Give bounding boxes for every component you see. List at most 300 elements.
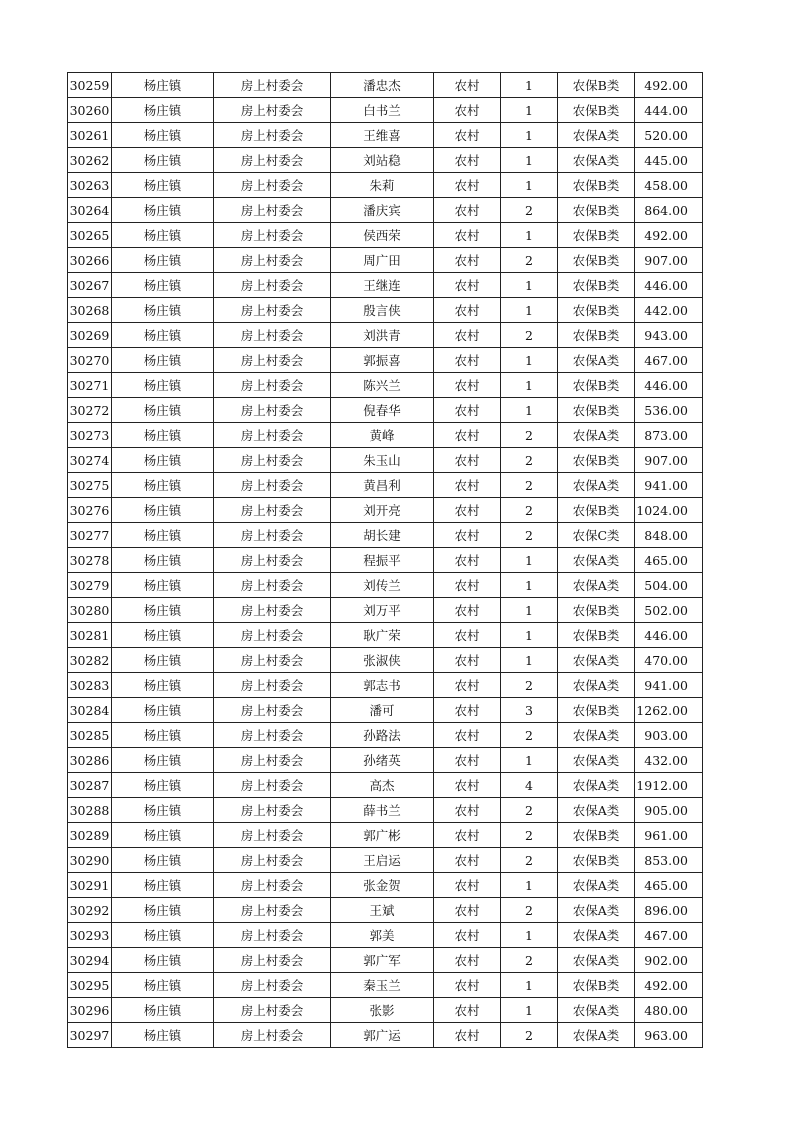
area-type-cell: 农村 [434, 923, 501, 948]
village-committee-cell: 房上村委会 [214, 623, 331, 648]
record-id-cell: 30280 [68, 598, 112, 623]
household-count-cell: 3 [501, 698, 558, 723]
insurance-category-cell: 农保B类 [558, 248, 635, 273]
beneficiary-table [67, 72, 703, 1048]
town-cell: 杨庄镇 [112, 198, 214, 223]
household-count-cell: 1 [501, 273, 558, 298]
table-row [68, 798, 703, 823]
insurance-category-cell: 农保C类 [558, 523, 635, 548]
area-type-cell: 农村 [434, 698, 501, 723]
person-name-cell: 王斌 [331, 898, 434, 923]
town-cell: 杨庄镇 [112, 873, 214, 898]
town-cell: 杨庄镇 [112, 473, 214, 498]
area-type-cell: 农村 [434, 323, 501, 348]
insurance-category-cell: 农保A类 [558, 1023, 635, 1048]
town-cell: 杨庄镇 [112, 573, 214, 598]
household-count-cell: 1 [501, 548, 558, 573]
table-row [68, 748, 703, 773]
person-name-cell: 郭广运 [331, 1023, 434, 1048]
area-type-cell: 农村 [434, 623, 501, 648]
insurance-category-cell: 农保B类 [558, 498, 635, 523]
household-count-cell: 1 [501, 573, 558, 598]
insurance-category-cell: 农保B类 [558, 598, 635, 623]
village-committee-cell: 房上村委会 [214, 123, 331, 148]
insurance-category-cell: 农保A类 [558, 948, 635, 973]
amount-cell: 432.00 [635, 748, 703, 773]
area-type-cell: 农村 [434, 448, 501, 473]
town-cell: 杨庄镇 [112, 848, 214, 873]
village-committee-cell: 房上村委会 [214, 723, 331, 748]
amount-cell: 1262.00 [635, 698, 703, 723]
record-id-cell: 30262 [68, 148, 112, 173]
record-id-cell: 30291 [68, 873, 112, 898]
household-count-cell: 2 [501, 823, 558, 848]
record-id-cell: 30295 [68, 973, 112, 998]
amount-cell: 905.00 [635, 798, 703, 823]
amount-cell: 864.00 [635, 198, 703, 223]
person-name-cell: 王继连 [331, 273, 434, 298]
table-row [68, 948, 703, 973]
insurance-category-cell: 农保B类 [558, 273, 635, 298]
town-cell: 杨庄镇 [112, 923, 214, 948]
person-name-cell: 黄昌利 [331, 473, 434, 498]
record-id-cell: 30284 [68, 698, 112, 723]
table-row [68, 623, 703, 648]
household-count-cell: 1 [501, 923, 558, 948]
amount-cell: 903.00 [635, 723, 703, 748]
area-type-cell: 农村 [434, 823, 501, 848]
amount-cell: 492.00 [635, 223, 703, 248]
person-name-cell: 刘站稳 [331, 148, 434, 173]
record-id-cell: 30261 [68, 123, 112, 148]
record-id-cell: 30268 [68, 298, 112, 323]
village-committee-cell: 房上村委会 [214, 398, 331, 423]
amount-cell: 520.00 [635, 123, 703, 148]
table-row [68, 173, 703, 198]
table-row [68, 473, 703, 498]
area-type-cell: 农村 [434, 498, 501, 523]
table-row [68, 998, 703, 1023]
town-cell: 杨庄镇 [112, 423, 214, 448]
household-count-cell: 2 [501, 523, 558, 548]
insurance-category-cell: 农保A类 [558, 473, 635, 498]
area-type-cell: 农村 [434, 748, 501, 773]
household-count-cell: 2 [501, 198, 558, 223]
amount-cell: 941.00 [635, 473, 703, 498]
village-committee-cell: 房上村委会 [214, 648, 331, 673]
person-name-cell: 秦玉兰 [331, 973, 434, 998]
person-name-cell: 潘忠杰 [331, 73, 434, 98]
insurance-category-cell: 农保B类 [558, 448, 635, 473]
village-committee-cell: 房上村委会 [214, 173, 331, 198]
village-committee-cell: 房上村委会 [214, 548, 331, 573]
amount-cell: 465.00 [635, 873, 703, 898]
amount-cell: 873.00 [635, 423, 703, 448]
insurance-category-cell: 农保B类 [558, 823, 635, 848]
household-count-cell: 1 [501, 73, 558, 98]
household-count-cell: 2 [501, 723, 558, 748]
person-name-cell: 朱莉 [331, 173, 434, 198]
insurance-category-cell: 农保B类 [558, 198, 635, 223]
insurance-category-cell: 农保A类 [558, 423, 635, 448]
town-cell: 杨庄镇 [112, 223, 214, 248]
area-type-cell: 农村 [434, 298, 501, 323]
amount-cell: 492.00 [635, 73, 703, 98]
person-name-cell: 郭美 [331, 923, 434, 948]
town-cell: 杨庄镇 [112, 323, 214, 348]
town-cell: 杨庄镇 [112, 548, 214, 573]
household-count-cell: 1 [501, 623, 558, 648]
insurance-category-cell: 农保A类 [558, 798, 635, 823]
village-committee-cell: 房上村委会 [214, 748, 331, 773]
table-row [68, 123, 703, 148]
person-name-cell: 刘传兰 [331, 573, 434, 598]
person-name-cell: 刘万平 [331, 598, 434, 623]
record-id-cell: 30276 [68, 498, 112, 523]
insurance-category-cell: 农保A类 [558, 923, 635, 948]
person-name-cell: 张影 [331, 998, 434, 1023]
insurance-category-cell: 农保A类 [558, 898, 635, 923]
town-cell: 杨庄镇 [112, 373, 214, 398]
insurance-category-cell: 农保B类 [558, 73, 635, 98]
table-row [68, 348, 703, 373]
person-name-cell: 周广田 [331, 248, 434, 273]
table-row [68, 273, 703, 298]
table-row [68, 648, 703, 673]
person-name-cell: 白书兰 [331, 98, 434, 123]
area-type-cell: 农村 [434, 848, 501, 873]
household-count-cell: 1 [501, 873, 558, 898]
town-cell: 杨庄镇 [112, 73, 214, 98]
record-id-cell: 30292 [68, 898, 112, 923]
table-row [68, 248, 703, 273]
table-row [68, 773, 703, 798]
village-committee-cell: 房上村委会 [214, 298, 331, 323]
record-id-cell: 30275 [68, 473, 112, 498]
record-id-cell: 30277 [68, 523, 112, 548]
amount-cell: 961.00 [635, 823, 703, 848]
record-id-cell: 30270 [68, 348, 112, 373]
record-id-cell: 30289 [68, 823, 112, 848]
town-cell: 杨庄镇 [112, 448, 214, 473]
town-cell: 杨庄镇 [112, 298, 214, 323]
household-count-cell: 1 [501, 298, 558, 323]
amount-cell: 848.00 [635, 523, 703, 548]
area-type-cell: 农村 [434, 348, 501, 373]
record-id-cell: 30283 [68, 673, 112, 698]
amount-cell: 446.00 [635, 373, 703, 398]
insurance-category-cell: 农保B类 [558, 173, 635, 198]
table-row [68, 598, 703, 623]
person-name-cell: 刘洪青 [331, 323, 434, 348]
insurance-category-cell: 农保A类 [558, 673, 635, 698]
person-name-cell: 王维喜 [331, 123, 434, 148]
record-id-cell: 30287 [68, 773, 112, 798]
amount-cell: 470.00 [635, 648, 703, 673]
household-count-cell: 1 [501, 598, 558, 623]
amount-cell: 492.00 [635, 973, 703, 998]
town-cell: 杨庄镇 [112, 723, 214, 748]
area-type-cell: 农村 [434, 473, 501, 498]
town-cell: 杨庄镇 [112, 823, 214, 848]
village-committee-cell: 房上村委会 [214, 948, 331, 973]
insurance-category-cell: 农保A类 [558, 348, 635, 373]
village-committee-cell: 房上村委会 [214, 898, 331, 923]
person-name-cell: 郭志书 [331, 673, 434, 698]
insurance-category-cell: 农保B类 [558, 698, 635, 723]
area-type-cell: 农村 [434, 673, 501, 698]
area-type-cell: 农村 [434, 573, 501, 598]
record-id-cell: 30259 [68, 73, 112, 98]
household-count-cell: 4 [501, 773, 558, 798]
person-name-cell: 朱玉山 [331, 448, 434, 473]
record-id-cell: 30274 [68, 448, 112, 473]
household-count-cell: 1 [501, 998, 558, 1023]
village-committee-cell: 房上村委会 [214, 448, 331, 473]
amount-cell: 536.00 [635, 398, 703, 423]
town-cell: 杨庄镇 [112, 398, 214, 423]
table-row [68, 148, 703, 173]
record-id-cell: 30264 [68, 198, 112, 223]
area-type-cell: 农村 [434, 198, 501, 223]
person-name-cell: 郭振喜 [331, 348, 434, 373]
table-row [68, 73, 703, 98]
town-cell: 杨庄镇 [112, 148, 214, 173]
town-cell: 杨庄镇 [112, 773, 214, 798]
record-id-cell: 30296 [68, 998, 112, 1023]
insurance-category-cell: 农保B类 [558, 298, 635, 323]
village-committee-cell: 房上村委会 [214, 423, 331, 448]
village-committee-cell: 房上村委会 [214, 973, 331, 998]
amount-cell: 444.00 [635, 98, 703, 123]
town-cell: 杨庄镇 [112, 348, 214, 373]
person-name-cell: 孙绪英 [331, 748, 434, 773]
town-cell: 杨庄镇 [112, 798, 214, 823]
town-cell: 杨庄镇 [112, 523, 214, 548]
amount-cell: 446.00 [635, 273, 703, 298]
amount-cell: 465.00 [635, 548, 703, 573]
town-cell: 杨庄镇 [112, 948, 214, 973]
insurance-category-cell: 农保A类 [558, 573, 635, 598]
record-id-cell: 30269 [68, 323, 112, 348]
village-committee-cell: 房上村委会 [214, 523, 331, 548]
amount-cell: 504.00 [635, 573, 703, 598]
village-committee-cell: 房上村委会 [214, 373, 331, 398]
village-committee-cell: 房上村委会 [214, 823, 331, 848]
person-name-cell: 刘开亮 [331, 498, 434, 523]
person-name-cell: 陈兴兰 [331, 373, 434, 398]
area-type-cell: 农村 [434, 148, 501, 173]
table-row [68, 423, 703, 448]
area-type-cell: 农村 [434, 798, 501, 823]
town-cell: 杨庄镇 [112, 898, 214, 923]
person-name-cell: 薛书兰 [331, 798, 434, 823]
town-cell: 杨庄镇 [112, 123, 214, 148]
village-committee-cell: 房上村委会 [214, 673, 331, 698]
village-committee-cell: 房上村委会 [214, 248, 331, 273]
household-count-cell: 1 [501, 173, 558, 198]
town-cell: 杨庄镇 [112, 973, 214, 998]
table-row [68, 898, 703, 923]
town-cell: 杨庄镇 [112, 623, 214, 648]
village-committee-cell: 房上村委会 [214, 73, 331, 98]
area-type-cell: 农村 [434, 423, 501, 448]
household-count-cell: 2 [501, 1023, 558, 1048]
household-count-cell: 2 [501, 323, 558, 348]
table-row [68, 323, 703, 348]
amount-cell: 907.00 [635, 448, 703, 473]
person-name-cell: 胡长建 [331, 523, 434, 548]
area-type-cell: 农村 [434, 373, 501, 398]
household-count-cell: 1 [501, 973, 558, 998]
amount-cell: 442.00 [635, 298, 703, 323]
household-count-cell: 1 [501, 398, 558, 423]
record-id-cell: 30267 [68, 273, 112, 298]
village-committee-cell: 房上村委会 [214, 573, 331, 598]
table-row [68, 198, 703, 223]
record-id-cell: 30265 [68, 223, 112, 248]
area-type-cell: 农村 [434, 948, 501, 973]
village-committee-cell: 房上村委会 [214, 98, 331, 123]
insurance-category-cell: 农保B类 [558, 398, 635, 423]
village-committee-cell: 房上村委会 [214, 773, 331, 798]
household-count-cell: 1 [501, 148, 558, 173]
person-name-cell: 郭广军 [331, 948, 434, 973]
household-count-cell: 2 [501, 673, 558, 698]
insurance-category-cell: 农保B类 [558, 848, 635, 873]
area-type-cell: 农村 [434, 73, 501, 98]
person-name-cell: 高杰 [331, 773, 434, 798]
table-row [68, 373, 703, 398]
record-id-cell: 30278 [68, 548, 112, 573]
area-type-cell: 农村 [434, 998, 501, 1023]
household-count-cell: 1 [501, 373, 558, 398]
table-row [68, 723, 703, 748]
person-name-cell: 潘庆宾 [331, 198, 434, 223]
table-row [68, 298, 703, 323]
insurance-category-cell: 农保B类 [558, 373, 635, 398]
household-count-cell: 2 [501, 848, 558, 873]
table-row [68, 573, 703, 598]
village-committee-cell: 房上村委会 [214, 148, 331, 173]
village-committee-cell: 房上村委会 [214, 498, 331, 523]
household-count-cell: 1 [501, 348, 558, 373]
area-type-cell: 农村 [434, 523, 501, 548]
record-id-cell: 30266 [68, 248, 112, 273]
amount-cell: 458.00 [635, 173, 703, 198]
town-cell: 杨庄镇 [112, 673, 214, 698]
household-count-cell: 2 [501, 498, 558, 523]
table-row [68, 973, 703, 998]
village-committee-cell: 房上村委会 [214, 798, 331, 823]
record-id-cell: 30271 [68, 373, 112, 398]
town-cell: 杨庄镇 [112, 748, 214, 773]
village-committee-cell: 房上村委会 [214, 848, 331, 873]
insurance-category-cell: 农保A类 [558, 748, 635, 773]
person-name-cell: 程振平 [331, 548, 434, 573]
table-row [68, 223, 703, 248]
amount-cell: 502.00 [635, 598, 703, 623]
town-cell: 杨庄镇 [112, 998, 214, 1023]
table-row [68, 448, 703, 473]
area-type-cell: 农村 [434, 123, 501, 148]
amount-cell: 941.00 [635, 673, 703, 698]
insurance-category-cell: 农保B类 [558, 98, 635, 123]
area-type-cell: 农村 [434, 648, 501, 673]
village-committee-cell: 房上村委会 [214, 223, 331, 248]
town-cell: 杨庄镇 [112, 498, 214, 523]
town-cell: 杨庄镇 [112, 273, 214, 298]
table-row [68, 498, 703, 523]
person-name-cell: 张淑侠 [331, 648, 434, 673]
insurance-category-cell: 农保A类 [558, 548, 635, 573]
household-count-cell: 1 [501, 123, 558, 148]
area-type-cell: 农村 [434, 273, 501, 298]
town-cell: 杨庄镇 [112, 173, 214, 198]
person-name-cell: 黄峰 [331, 423, 434, 448]
amount-cell: 480.00 [635, 998, 703, 1023]
insurance-category-cell: 农保A类 [558, 773, 635, 798]
table-row [68, 548, 703, 573]
table-row [68, 873, 703, 898]
table-row [68, 98, 703, 123]
village-committee-cell: 房上村委会 [214, 873, 331, 898]
village-committee-cell: 房上村委会 [214, 273, 331, 298]
record-id-cell: 30294 [68, 948, 112, 973]
household-count-cell: 1 [501, 223, 558, 248]
insurance-category-cell: 农保A类 [558, 648, 635, 673]
table-row [68, 923, 703, 948]
amount-cell: 467.00 [635, 348, 703, 373]
record-id-cell: 30263 [68, 173, 112, 198]
table-row [68, 698, 703, 723]
area-type-cell: 农村 [434, 873, 501, 898]
area-type-cell: 农村 [434, 548, 501, 573]
amount-cell: 907.00 [635, 248, 703, 273]
amount-cell: 1024.00 [635, 498, 703, 523]
insurance-category-cell: 农保B类 [558, 323, 635, 348]
area-type-cell: 农村 [434, 98, 501, 123]
household-count-cell: 1 [501, 648, 558, 673]
town-cell: 杨庄镇 [112, 98, 214, 123]
village-committee-cell: 房上村委会 [214, 1023, 331, 1048]
person-name-cell: 孙路法 [331, 723, 434, 748]
record-id-cell: 30282 [68, 648, 112, 673]
household-count-cell: 1 [501, 98, 558, 123]
village-committee-cell: 房上村委会 [214, 923, 331, 948]
household-count-cell: 2 [501, 898, 558, 923]
amount-cell: 896.00 [635, 898, 703, 923]
record-id-cell: 30288 [68, 798, 112, 823]
amount-cell: 446.00 [635, 623, 703, 648]
insurance-category-cell: 农保A类 [558, 998, 635, 1023]
household-count-cell: 2 [501, 448, 558, 473]
village-committee-cell: 房上村委会 [214, 598, 331, 623]
person-name-cell: 侯西荣 [331, 223, 434, 248]
town-cell: 杨庄镇 [112, 598, 214, 623]
person-name-cell: 王启运 [331, 848, 434, 873]
insurance-category-cell: 农保B类 [558, 623, 635, 648]
area-type-cell: 农村 [434, 1023, 501, 1048]
record-id-cell: 30272 [68, 398, 112, 423]
household-count-cell: 2 [501, 473, 558, 498]
area-type-cell: 农村 [434, 773, 501, 798]
person-name-cell: 殷言侠 [331, 298, 434, 323]
person-name-cell: 张金贺 [331, 873, 434, 898]
area-type-cell: 农村 [434, 223, 501, 248]
amount-cell: 853.00 [635, 848, 703, 873]
amount-cell: 902.00 [635, 948, 703, 973]
